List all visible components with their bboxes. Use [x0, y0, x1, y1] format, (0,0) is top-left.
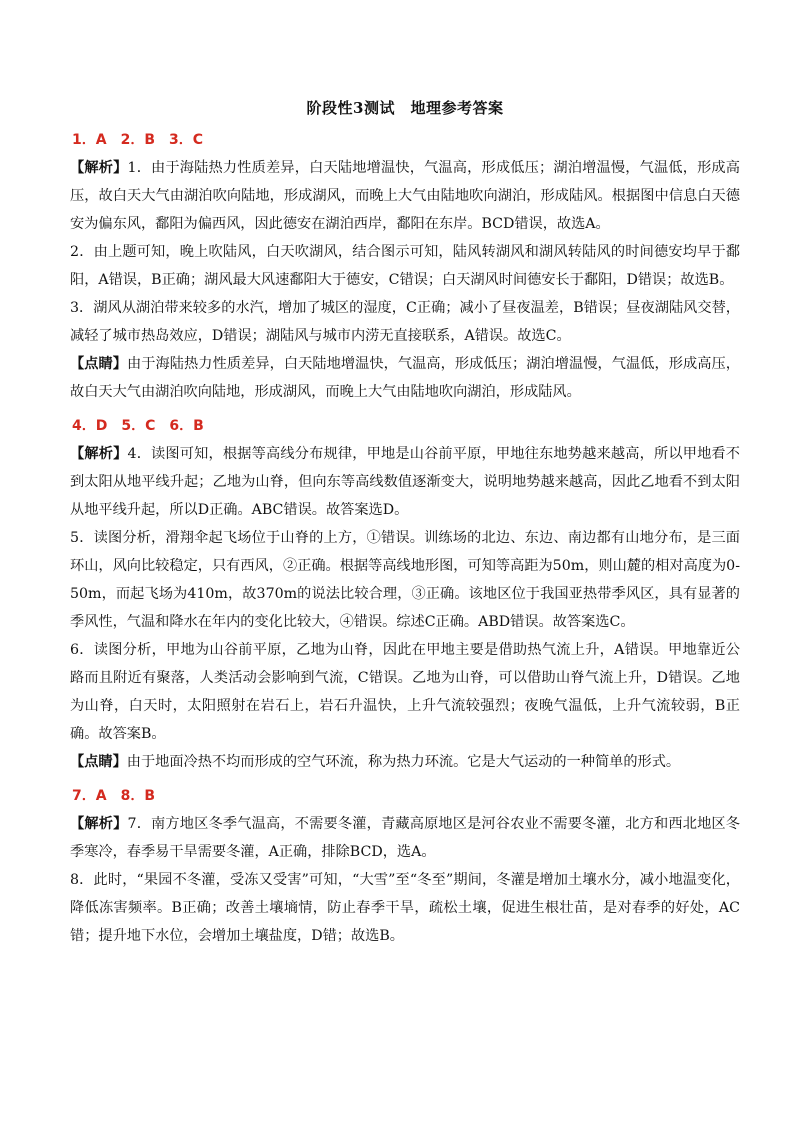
section-2 — [70, 412, 740, 776]
explanation-paragraph — [70, 636, 740, 748]
paragraph-text: 2．由上题可知，晚上吹陆风，白天吹湖风，结合图示可知，陆风转湖风和湖风转陆风的时间德安均早于鄱阳，A错误，B正确；湖风最大风速鄱阳大于德安，C错误；白天湖风时间德安长于鄱阳，D错误；故选B。 — [70, 244, 740, 288]
explanation-paragraph — [70, 440, 740, 524]
section-1 — [70, 126, 740, 406]
tag-label: 【解析】 — [70, 446, 128, 462]
paragraph-text: 由于海陆热力性质差异，白天陆地增温快，气温高，形成低压；湖泊增温慢，气温低，形成高压，故白天大气由湖泊吹向陆地，形成湖风，而晚上大气由陆地吹向湖泊，形成陆风。 — [70, 356, 740, 400]
explanation-paragraph — [70, 810, 740, 866]
paragraph-text: 7．南方地区冬季气温高，不需要冬灌，青藏高原地区是河谷农业不需要冬灌，北方和西北地区冬季寒冷，春季易干旱需要冬灌，A正确，排除BCD，选A。 — [70, 816, 740, 860]
tag-label: 【点睛】 — [70, 356, 128, 372]
tag-label: 【点睛】 — [70, 754, 127, 770]
explanation-paragraph — [70, 238, 740, 294]
paragraph-text: 4．读图可知，根据等高线分布规律，甲地是山谷前平原，甲地往东地势越来越高，所以甲地看不到太阳从地平线升起；乙地为山脊，但向东等高线数值逐渐变大，说明地势越来越高，因此乙地看不到太阳从地平线升起，所以D正确。ABC错误。故答案选D。 — [70, 446, 740, 518]
tag-label: 【解析】 — [70, 816, 128, 832]
section-3 — [70, 782, 740, 950]
tip-paragraph — [70, 748, 740, 776]
paragraph-text: 3．湖风从湖泊带来较多的水汽，增加了城区的湿度，C正确；减小了昼夜温差，B错误；昼夜湖陆风交替，减轻了城市热岛效应，D错误；湖陆风与城市内涝无直接联系，A错误。故选C。 — [70, 300, 740, 344]
explanation-paragraph — [70, 524, 740, 636]
paragraph-text: 由于地面冷热不均而形成的空气环流，称为热力环流。它是大气运动的一种简单的形式。 — [126, 754, 681, 770]
answer-key-4-6: 4．D 5．C 6．B — [72, 418, 204, 434]
page-title: 阶段性3测试 地理参考答案 — [306, 99, 504, 117]
answer-key-1-3: 1．A 2．B 3．C — [72, 132, 204, 148]
answer-key-7-8: 7．A 8．B — [72, 788, 155, 804]
paragraph-text: 6．读图分析，甲地为山谷前平原，乙地为山脊，因此在甲地主要是借助热气流上升，A错误。甲地靠近公路而且附近有聚落，人类活动会影响到气流，C错误。乙地为山脊，可以借助山脊气流上升，D错误。乙地为山脊，白天时，太阳照射在岩石上，岩石升温快，上升气流较强烈；夜晚气温低，上升气流较弱，B正确。故答案B。 — [70, 642, 740, 742]
tag-label: 【解析】 — [70, 160, 128, 176]
paragraph-text: 8．此时，“果园不冬灌，受冻又受害”可知，“大雪”至“冬至”期间，冬灌是增加土壤水分，减小地温变化，降低冻害频率。B正确；改善土壤墒情，防止春季干旱，疏松土壤，促进生根壮苗，是对春季的好处，AC错；提升地下水位，会增加土壤盐度，D错；故选B。 — [70, 872, 740, 944]
paragraph-text: 5．读图分析，滑翔伞起飞场位于山脊的上方，①错误。训练场的北边、东边、南边都有山地分布，是三面环山，风向比较稳定，只有西风，②正确。根据等高线地形图，可知等高距为50m，则山麓的相对高度为0-50m，而起飞场为410m，故370m的说法比较合理，③正确。该地区位于我国亚热带季风区，具有显著的季风性，气温和降水在年内的变化比较大，④错误。综述C正确。ABD错误。故答案选C。 — [70, 530, 740, 630]
explanation-paragraph — [70, 866, 740, 950]
explanation-paragraph — [70, 154, 740, 238]
paragraph-text: 1．由于海陆热力性质差异，白天陆地增温快，气温高，形成低压；湖泊增温慢，气温低，形成高压，故白天大气由湖泊吹向陆地，形成湖风，而晚上大气由陆地吹向湖泊，形成陆风。根据图中信息白天德安为偏东风，鄱阳为偏西风，因此德安在湖泊西岸，鄱阳在东岸。BCD错误，故选A。 — [70, 160, 740, 232]
tip-paragraph — [70, 350, 740, 406]
explanation-paragraph — [70, 294, 740, 350]
